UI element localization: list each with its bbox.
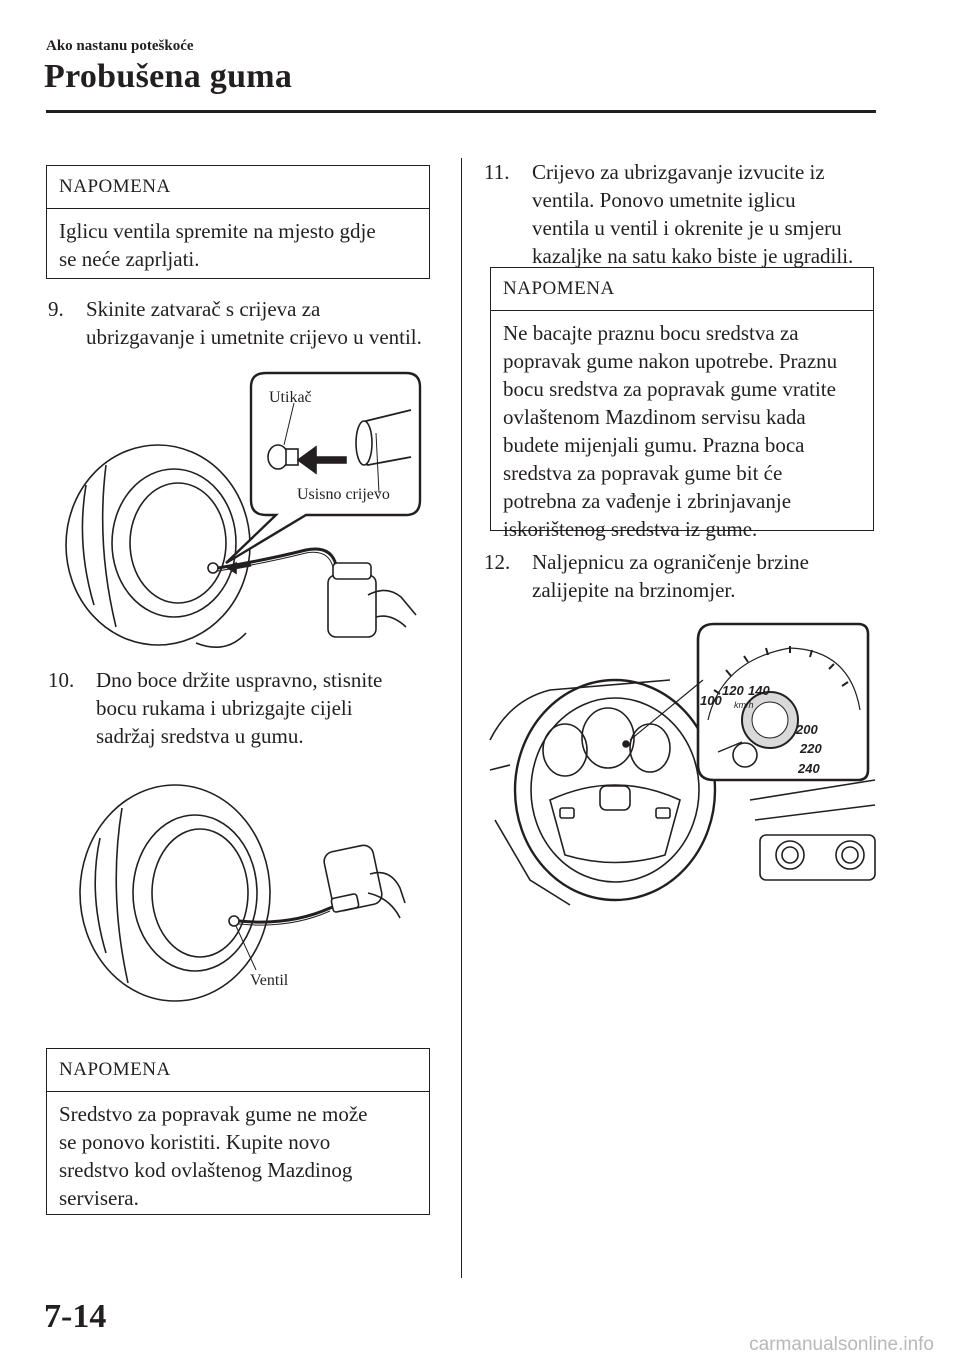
step-text: Naljepnicu za ograničenje brzine zalijepite na brzinomjer. (532, 550, 809, 602)
title-rule (46, 110, 876, 113)
tire-rim (130, 483, 226, 603)
speed-label-240: 240 (798, 761, 820, 776)
tire-hose-illustration (46, 365, 431, 650)
tire-rim (152, 829, 248, 957)
step-text: Crijevo za ubrizgavanje izvucite iz ventila. Ponovo umetnite iglicu ventila u ventil i okrenite je u smjeru kazaljke na satu kako biste je ugradili. (532, 160, 854, 268)
step-number: 12. (484, 550, 511, 574)
tire-bottle-illustration (70, 778, 420, 1008)
step-text: Dno boce držite uspravno, stisnite bocu rukama i ubrizgajte cijeli sadržaj sredstva u gumu. (96, 668, 383, 748)
note-body: Iglicu ventila spremite na mjesto gdje se neće zaprljati. (59, 219, 376, 271)
label-plug: Utikač (269, 389, 312, 406)
column-divider (461, 158, 462, 1278)
speed-unit: km/h (734, 700, 754, 710)
speed-label-100: 100 (700, 693, 722, 708)
speed-label-200: 200 (796, 722, 818, 737)
speed-label-120: 120 (722, 683, 744, 698)
callout-bubble (226, 373, 420, 563)
plug (268, 445, 288, 469)
page-title: Probušena guma (44, 58, 293, 95)
tire-outer (80, 785, 270, 1001)
speed-label-220: 220 (800, 741, 822, 756)
note-heading: NAPOMENA (491, 268, 873, 311)
step-text: Skinite zatvarač s crijeva za ubrizgavanje i umetnite crijevo u ventil. (86, 297, 422, 349)
label-valve: Ventil (250, 972, 289, 989)
watermark: carmanualsonline.info (749, 1334, 934, 1355)
dash-knob-left (776, 841, 804, 869)
step-11 (484, 158, 894, 270)
dash-knob-right (836, 841, 864, 869)
speed-label-140: 140 (748, 683, 770, 698)
page-number: 7-14 (44, 1298, 107, 1335)
bottle (328, 575, 376, 637)
valve (208, 563, 218, 573)
step-9 (48, 295, 448, 351)
section-label: Ako nastanu poteškoće (46, 38, 194, 54)
note-box-3 (490, 267, 874, 541)
gauge-pointer-dot (623, 741, 629, 747)
label-intake-hose: Usisno crijevo (297, 486, 390, 503)
step-10 (48, 666, 448, 750)
step-number: 10. (48, 668, 75, 692)
step-number: 11. (484, 160, 510, 184)
note-body: Sredstvo za popravak gume ne može se ponovo koristiti. Kupite novo sredstvo kod ovlaštenog Mazdinog servisera. (59, 1102, 368, 1210)
note-heading: NAPOMENA (47, 1049, 429, 1092)
note-heading: NAPOMENA (47, 166, 429, 209)
note-box-2 (46, 1048, 430, 1215)
valve (229, 916, 239, 926)
note-box-1 (46, 165, 430, 279)
note-body: Ne bacajte praznu bocu sredstva za popravak gume nakon upotrebe. Praznu bocu sredstva za popravak gume vratite ovlaštenom Mazdinom servisu kada budete mijenjali gumu. Prazna boca sredstva za popravak gume bit će potrebna za vađenje i zbrinjavanje iskorištenog sredstva iz gume. (503, 321, 838, 541)
step-number: 9. (48, 297, 64, 321)
step-12 (484, 548, 894, 604)
